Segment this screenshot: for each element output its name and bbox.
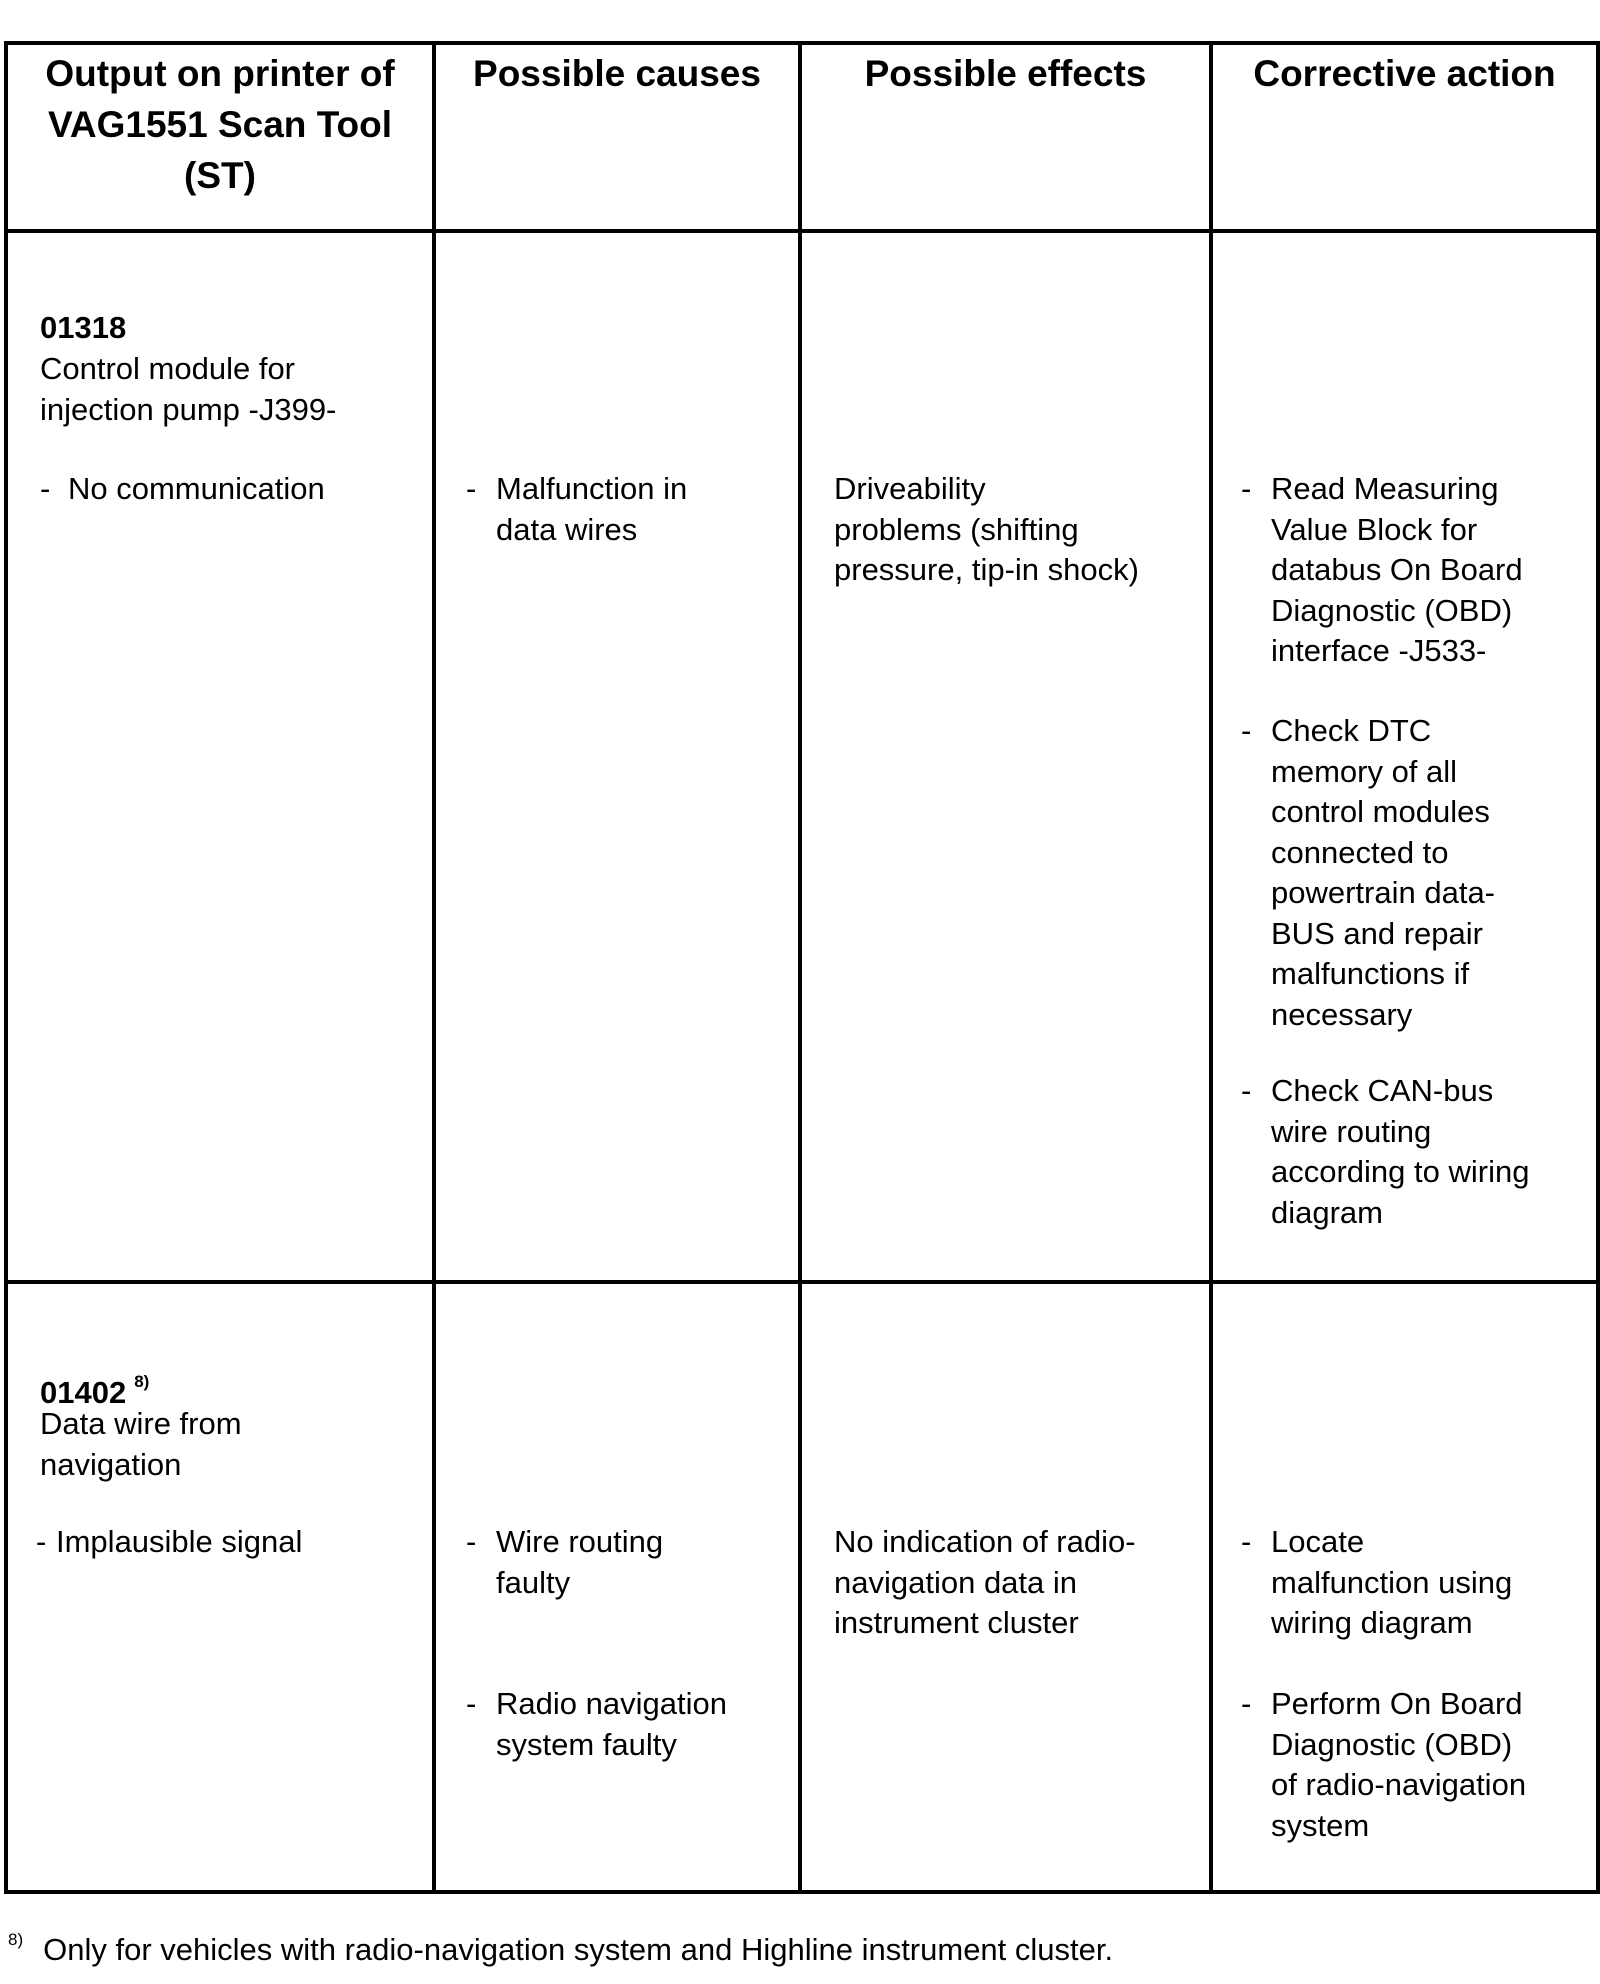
component-text: Control module for injection pump -J399- xyxy=(40,351,337,427)
footnote xyxy=(8,1930,1113,1975)
condition-text: Implausible signal xyxy=(56,1524,303,1559)
table-header-row xyxy=(6,43,1598,231)
dtc-table xyxy=(4,41,1600,1894)
condition-text: No communication xyxy=(68,471,325,506)
header-output-cell xyxy=(6,43,434,231)
header-effects-cell xyxy=(800,43,1211,231)
header-action: Corrective action xyxy=(1253,53,1556,94)
footnote-mark: 8) xyxy=(8,1930,24,1949)
action-text: Locate malfunction using wiring diagram xyxy=(1271,1524,1513,1640)
effect-text: No indication of radio- navigation data in instrument cluster xyxy=(834,1524,1136,1640)
causes-cell: - Malfunction in data wires xyxy=(434,231,800,1282)
effects-cell xyxy=(800,231,1211,1282)
output-cell: 01402 $^{8)}$ Data wire from navigation - Implausible signal xyxy=(6,1282,434,1892)
cause-text: Wire routing faulty xyxy=(496,1524,664,1600)
dtc-code-value: 01402 xyxy=(40,1375,127,1410)
dtc-code xyxy=(40,268,126,348)
actions-cell: - Read Measuring Value Block for databus On Board Diagnostic (OBD) interface -J533- - Check DTC memory of all control modules connected to powertrain data- BUS and repair malfunctions if necessary - Check CAN-bus wire routing according to wiring diagram xyxy=(1211,231,1598,1282)
action-text: Read Measuring Value Block for databus On Board Diagnostic (OBD) interface -J533- xyxy=(1271,471,1523,668)
header-action-cell xyxy=(1211,43,1598,231)
footnote-ref: 8) xyxy=(134,1372,150,1391)
causes-cell: - Wire routing faulty - Radio navigation system faulty xyxy=(434,1282,800,1892)
action-text: Check CAN-bus wire routing according to wiring diagram xyxy=(1271,1073,1530,1230)
component-text: Data wire from navigation xyxy=(40,1406,242,1482)
dtc-code-value: 01318 xyxy=(40,310,127,345)
cause-text: Radio navigation system faulty xyxy=(496,1686,727,1762)
output-cell: 01318 Control module for injection pump -J399- - No communication xyxy=(6,231,434,1282)
effects-cell xyxy=(800,1282,1211,1892)
cause-text: Malfunction in data wires xyxy=(496,471,688,547)
table-row xyxy=(6,231,1598,1282)
action-text: Check DTC memory of all control modules connected to powertrain data- BUS and repair malfunctions if necessary xyxy=(1271,713,1496,1032)
header-causes-cell xyxy=(434,43,800,231)
table-row xyxy=(6,1282,1598,1892)
header-causes: Possible causes xyxy=(473,53,761,94)
header-output: Output on printer of VAG1551 Scan Tool (ST) xyxy=(45,53,395,196)
header-effects: Possible effects xyxy=(864,53,1147,94)
actions-cell: - Locate malfunction using wiring diagram - Perform On Board Diagnostic (OBD) of radio-navigation system xyxy=(1211,1282,1598,1892)
footnote-text: Only for vehicles with radio-navigation system and Highline instrument cluster. xyxy=(43,1932,1114,1967)
action-text: Perform On Board Diagnostic (OBD) of radio-navigation system xyxy=(1271,1686,1527,1843)
effect-text: Driveability problems (shifting pressure, tip-in shock) xyxy=(834,471,1139,587)
dtc-code xyxy=(40,1322,149,1413)
